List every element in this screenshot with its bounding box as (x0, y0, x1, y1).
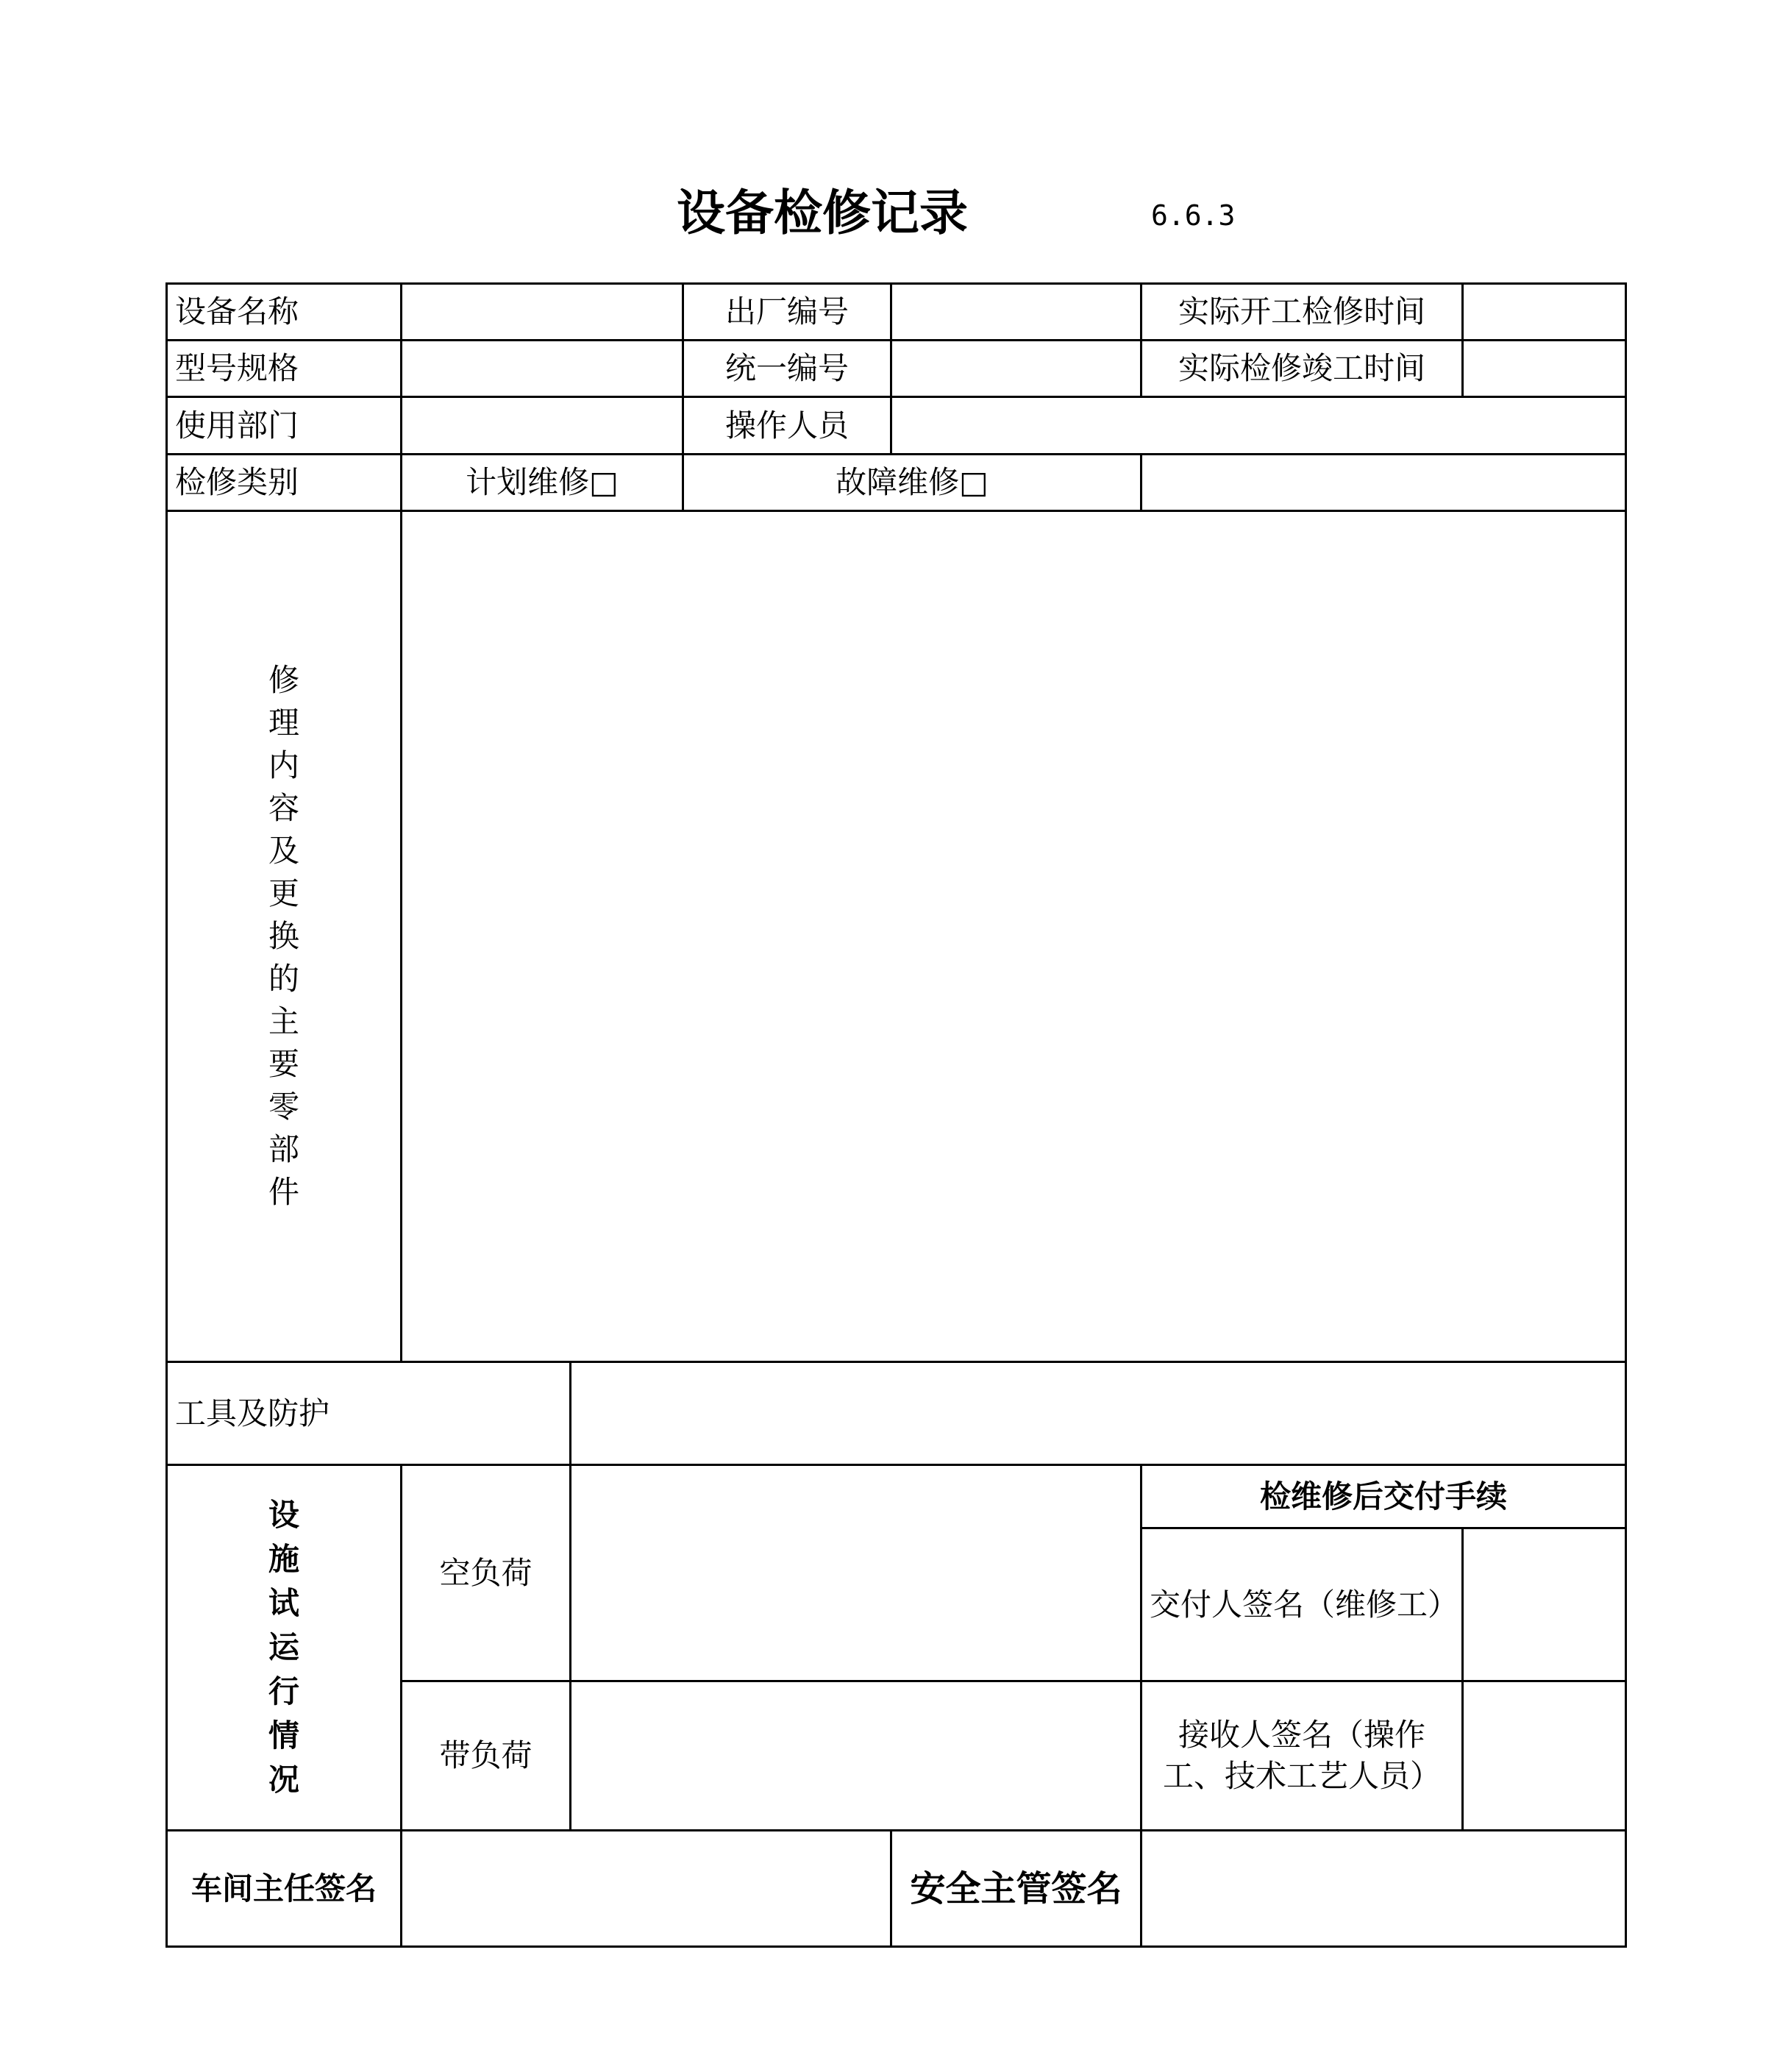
document-code: 6.6.3 (1151, 199, 1236, 232)
actual-completion-time-field[interactable] (1463, 341, 1626, 397)
workshop-director-signature-label: 车间主任签名 (167, 1831, 402, 1947)
fault-repair-checkbox[interactable]: 故障维修□ (683, 455, 1141, 511)
department-label: 使用部门 (167, 397, 402, 455)
handover-header: 检维修后交付手续 (1141, 1465, 1626, 1528)
receiver-signature-label: 接收人签名（操作工、技术工艺人员） (1141, 1681, 1463, 1831)
repair-category-label: 检修类别 (167, 455, 402, 511)
safety-supervisor-signature-label: 安全主管签名 (891, 1831, 1141, 1947)
no-load-field[interactable] (571, 1465, 1141, 1681)
model-spec-field[interactable] (402, 341, 683, 397)
actual-start-time-field[interactable] (1463, 284, 1626, 341)
equipment-name-label: 设备名称 (167, 284, 402, 341)
tools-protection-label: 工具及防护 (167, 1362, 571, 1465)
repair-record-form (165, 282, 1627, 1948)
deliverer-signature-field[interactable] (1463, 1528, 1626, 1681)
safety-supervisor-signature-field[interactable] (1141, 1831, 1626, 1947)
repair-content-field[interactable] (402, 511, 1626, 1362)
factory-number-field[interactable] (891, 284, 1141, 341)
trial-run-label-cell (167, 1465, 402, 1831)
unified-number-field[interactable] (891, 341, 1141, 397)
no-load-label: 空负荷 (402, 1465, 571, 1681)
unified-number-label: 统一编号 (683, 341, 891, 397)
deliverer-signature-label: 交付人签名（维修工） (1141, 1528, 1463, 1681)
planned-repair-checkbox[interactable]: 计划维修□ (402, 455, 683, 511)
with-load-label: 带负荷 (402, 1681, 571, 1831)
repair-content-label-cell (167, 511, 402, 1362)
department-field[interactable] (402, 397, 683, 455)
actual-start-time-label: 实际开工检修时间 (1141, 284, 1463, 341)
factory-number-label: 出厂编号 (683, 284, 891, 341)
document-title: 设备检修记录 (677, 185, 968, 241)
actual-completion-time-label: 实际检修竣工时间 (1141, 341, 1463, 397)
tools-protection-field[interactable] (571, 1362, 1626, 1465)
with-load-field[interactable] (571, 1681, 1141, 1831)
operator-label: 操作人员 (683, 397, 891, 455)
model-spec-label: 型号规格 (167, 341, 402, 397)
operator-field[interactable] (891, 397, 1626, 455)
trial-run-label: 设施试运行情况 (268, 1497, 299, 1798)
receiver-signature-field[interactable] (1463, 1681, 1626, 1831)
equipment-name-field[interactable] (402, 284, 683, 341)
workshop-director-signature-field[interactable] (402, 1831, 891, 1947)
repair-category-extra-field[interactable] (1141, 455, 1626, 511)
repair-content-label: 修理内容及更换的主要零部件 (268, 662, 299, 1210)
